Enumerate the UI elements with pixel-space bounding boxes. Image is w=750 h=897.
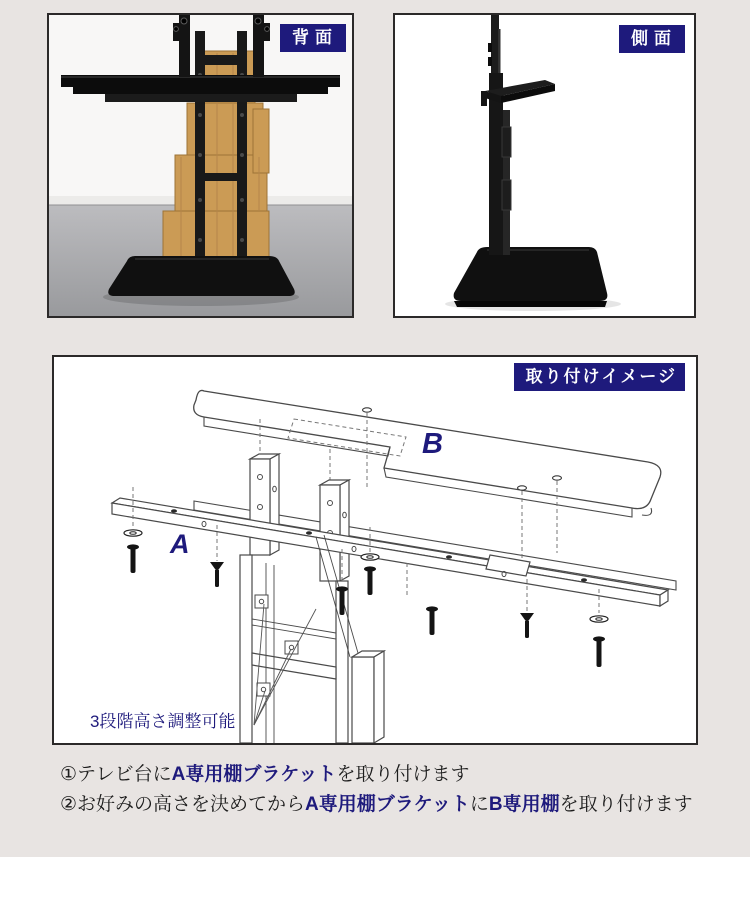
side-view-photo bbox=[395, 15, 694, 316]
instruction-step-1 bbox=[60, 760, 720, 790]
step2-product-a: A専用棚ブラケット bbox=[305, 794, 470, 815]
diagram-label: 取り付けイメージ bbox=[514, 363, 686, 391]
height-adjust-note: 3段階高さ調整可能 bbox=[90, 712, 236, 731]
back-view-photo bbox=[49, 15, 352, 316]
diagram-marker-b: B bbox=[422, 428, 443, 460]
diagram-marker-a: A bbox=[170, 529, 190, 559]
step2-mid: に bbox=[469, 794, 489, 815]
step2-product-b: B専用棚 bbox=[488, 794, 560, 815]
side-view-photo-panel bbox=[393, 13, 696, 318]
back-view-photo-panel bbox=[47, 13, 354, 318]
installation-diagram bbox=[54, 357, 696, 743]
step1-product-a: A専用棚ブラケット bbox=[171, 764, 337, 785]
back-view-label: 背面 bbox=[280, 24, 346, 52]
bottom-spacer bbox=[0, 857, 750, 897]
step2-suffix: を取り付けます bbox=[559, 794, 693, 815]
instruction-step-2 bbox=[60, 790, 720, 820]
instructions bbox=[60, 760, 720, 820]
side-view-label: 側面 bbox=[619, 25, 685, 53]
installation-diagram-panel bbox=[52, 355, 698, 745]
step1-text: ①テレビ台に bbox=[60, 764, 172, 785]
step1-suffix: を取り付けます bbox=[336, 764, 470, 785]
step2-text: ②お好みの高さを決めてから bbox=[60, 794, 306, 815]
